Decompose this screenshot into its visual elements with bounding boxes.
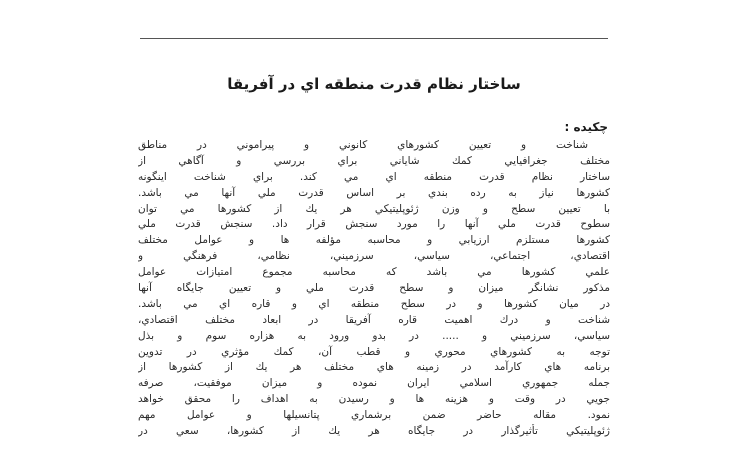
abstract-line: جمله جمهوري اسلامي ايران نموده و ميزان موفقيت، صرفه <box>138 377 610 390</box>
abstract-line: سياسي، سرزميني و ..... در بدو ورود به هزاره سوم و بذل <box>138 329 610 342</box>
abstract-line: ژئوپليتيكي تأثيرگذار در جايگاه هر يك از كشورها، سعي در <box>138 425 610 438</box>
abstract-line: مذكور نشانگر ميزان و سطح قدرت ملي و تعيين جايگاه آنها <box>138 282 610 295</box>
abstract-line: در ميان كشورها و در سطح منطقه اي و قاره اي مي باشد. <box>138 297 610 310</box>
abstract-heading: چكيده : <box>564 120 608 134</box>
abstract-line: مختلف جغرافيايي كمك شاياني براي بررسي و آگاهي از <box>138 154 610 167</box>
abstract-line: كشورها مستلزم ارزيابي و محاسبه مؤلفه ها و عوامل مختلف <box>138 234 610 247</box>
abstract-line: شناخت و تعيين كشورهاي كانوني و پيراموني در مناطق <box>138 139 588 151</box>
abstract-line: سطوح قدرت ملي آنها را مورد سنجش قرار داد. سنجش قدرت ملي <box>138 218 610 231</box>
abstract-line: شناخت و درك اهميت قاره آفريقا در ابعاد مختلف اقتصادي، <box>138 313 610 326</box>
abstract-line: برنامه هاي كارآمد در زمينه هاي مختلف هر يك از كشورها از <box>138 361 610 374</box>
abstract-line: علمي كشورها مي باشد كه محاسبه مجموع امتيازات عوامل <box>138 266 610 279</box>
paper-title: ساختار نظام قدرت منطقه اي در آفريقا <box>227 75 521 93</box>
abstract-line: اقتصادي، اجتماعي، سياسي، سرزميني، نظامي، فرهنگي و <box>138 250 610 263</box>
abstract-body <box>138 138 610 440</box>
header-rule <box>140 38 608 39</box>
abstract-line: جويي در وقت و هزينه ها و رسيدن به اهداف را محقق خواهد <box>138 393 610 406</box>
abstract-line: نمود. مقاله حاضر ضمن برشماري پتانسيلها و عوامل مهم <box>138 409 610 422</box>
abstract-line: با تعيين سطح و وزن ژئوپليتيكي هر يك از كشورها مي توان <box>138 202 610 215</box>
abstract-line: توجه به كشورهاي محوري و قطب آن، كمك مؤثري در تدوين <box>138 345 610 358</box>
abstract-line: كشورها نياز به رده بندي بر اساس قدرت ملي آنها مي باشد. <box>138 186 610 199</box>
abstract-line: ساختار نظام قدرت منطقه اي مي كند. براي شناخت اينگونه <box>138 170 610 183</box>
